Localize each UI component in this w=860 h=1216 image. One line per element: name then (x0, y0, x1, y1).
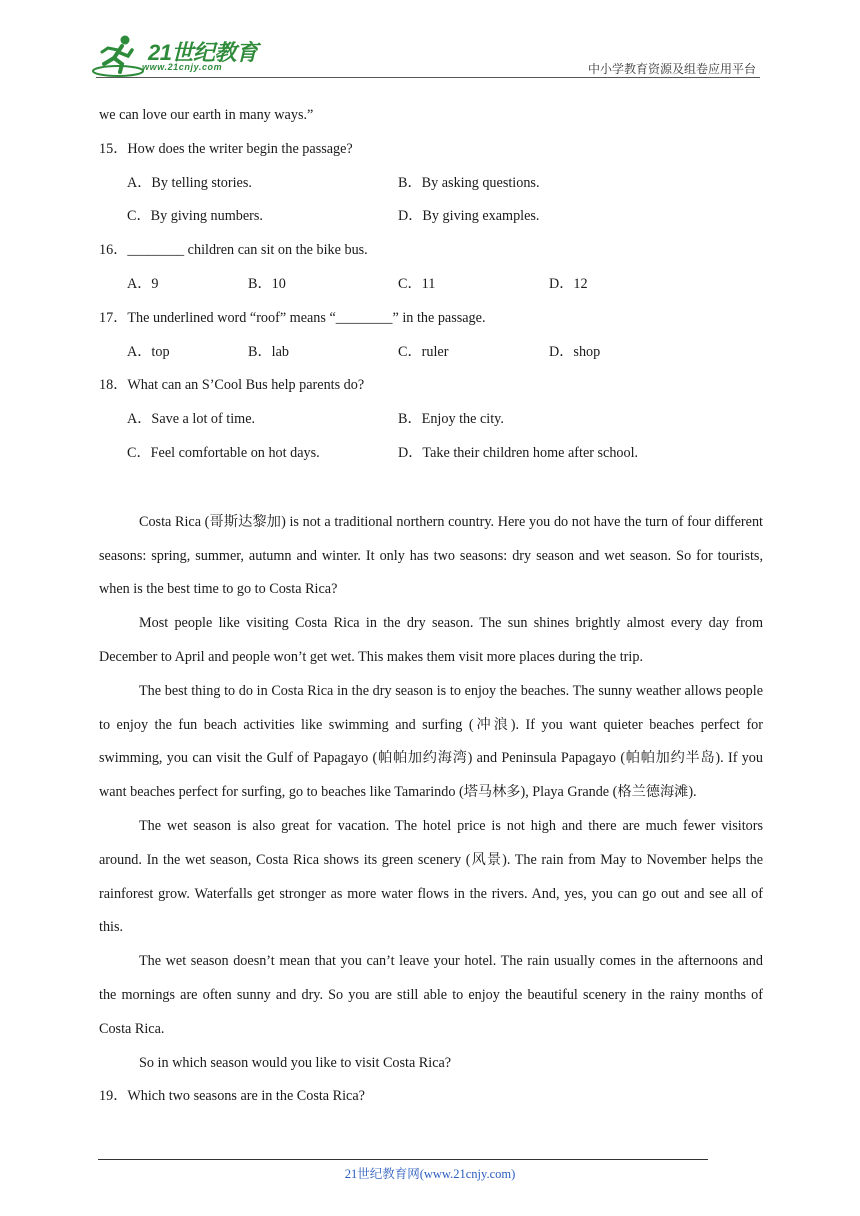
question-17-stem: 17．The underlined word “roof” means “________” in the passage. (99, 309, 486, 326)
logo-url: www.21cnjy.com (142, 62, 223, 72)
page-header (0, 0, 860, 80)
question-16-options (99, 270, 763, 304)
passage-paragraph-3: The best thing to do in Costa Rica in the dry season is to enjoy the beaches. The sunny weather allows people to enjoy the fun beach activities like swimming and surfing (冲浪). If you want quieter beaches perfect for swimming, you can visit the Gulf of Papagayo (帕帕加约海湾) and Peninsula Papagayo (帕帕加约半岛). If you want beaches perfect for surfing, go to beaches like Tamarindo (塔马林多), Playa Grande (格兰德海滩). (99, 682, 763, 801)
option-c: C．11 (398, 275, 436, 292)
option-a: A．9 (127, 275, 159, 292)
question-16-stem: 16．________ children can sit on the bike bus. (99, 242, 368, 259)
option-c: C．By giving numbers. (127, 208, 263, 225)
option-d: D．12 (549, 275, 588, 292)
header-divider (96, 77, 760, 78)
footer-divider (98, 1159, 708, 1160)
logo-text: 21世纪教育 (148, 40, 258, 65)
option-b: B．Enjoy the city. (398, 411, 504, 428)
option-d: D．Take their children home after school. (398, 444, 639, 461)
document-body (99, 101, 763, 1114)
question-18-options-row-1 (99, 405, 763, 439)
passage-paragraph-4: The wet season is also great for vacation. The hotel price is not high and there are much fewer visitors around. In the wet season, Costa Rica shows its green scenery (风景). The rain from May to November helps the rainforest grow. Waterfalls get stronger as more water flows in the rivers. And, yes, you can go out and see all of this. (99, 817, 763, 936)
platform-name: 中小学教育资源及组卷应用平台 (587, 62, 756, 76)
option-c: C．ruler (398, 343, 449, 360)
option-b: B．By asking questions. (398, 174, 540, 191)
option-a: A．By telling stories. (127, 174, 252, 191)
runner-icon (92, 34, 148, 78)
option-d: D．By giving examples. (398, 208, 540, 225)
question-18-stem: 18．What can an S’Cool Bus help parents do? (99, 377, 365, 394)
question-15-stem: 15．How does the writer begin the passage? (99, 140, 353, 157)
footer-text: 21世纪教育网(www.21cnjy.com) (344, 1167, 516, 1181)
question-19-stem: 19．Which two seasons are in the Costa Rica? (99, 1088, 365, 1105)
option-b: B．lab (248, 343, 289, 360)
question-18-options-row-2 (99, 439, 763, 473)
option-c: C．Feel comfortable on hot days. (127, 444, 320, 461)
option-b: B．10 (248, 275, 286, 292)
passage-paragraph-2: Most people like visiting Costa Rica in the dry season. The sun shines brightly almost every day from December to April and people won’t get wet. This makes them visit more places during the trip. (99, 615, 763, 665)
option-d: D．shop (549, 343, 601, 360)
passage-paragraph-1: Costa Rica (哥斯达黎加) is not a traditional northern country. Here you do not have the turn of four different seasons: spring, summer, autumn and winter. It only has two seasons: dry season and wet season. So for tourists, when is the best time to go to Costa Rica? (99, 513, 763, 598)
question-15-options-row-2 (99, 202, 763, 236)
passage-paragraph-5: The wet season doesn’t mean that you can’t leave your hotel. The rain usually comes in the afternoons and the mornings are often sunny and dry. So you are still able to enjoy the beautiful scenery in the rainy months of Costa Rica. (99, 953, 763, 1037)
option-a: A．top (127, 343, 170, 360)
question-15-options-row-1 (99, 169, 763, 203)
option-a: A．Save a lot of time. (127, 411, 256, 428)
section-gap (99, 473, 763, 506)
question-17-options (99, 338, 763, 372)
logo (92, 34, 262, 78)
intro-tail: we can love our earth in many ways.” (99, 107, 314, 123)
passage-paragraph-6: So in which season would you like to visit Costa Rica? (139, 1054, 452, 1071)
